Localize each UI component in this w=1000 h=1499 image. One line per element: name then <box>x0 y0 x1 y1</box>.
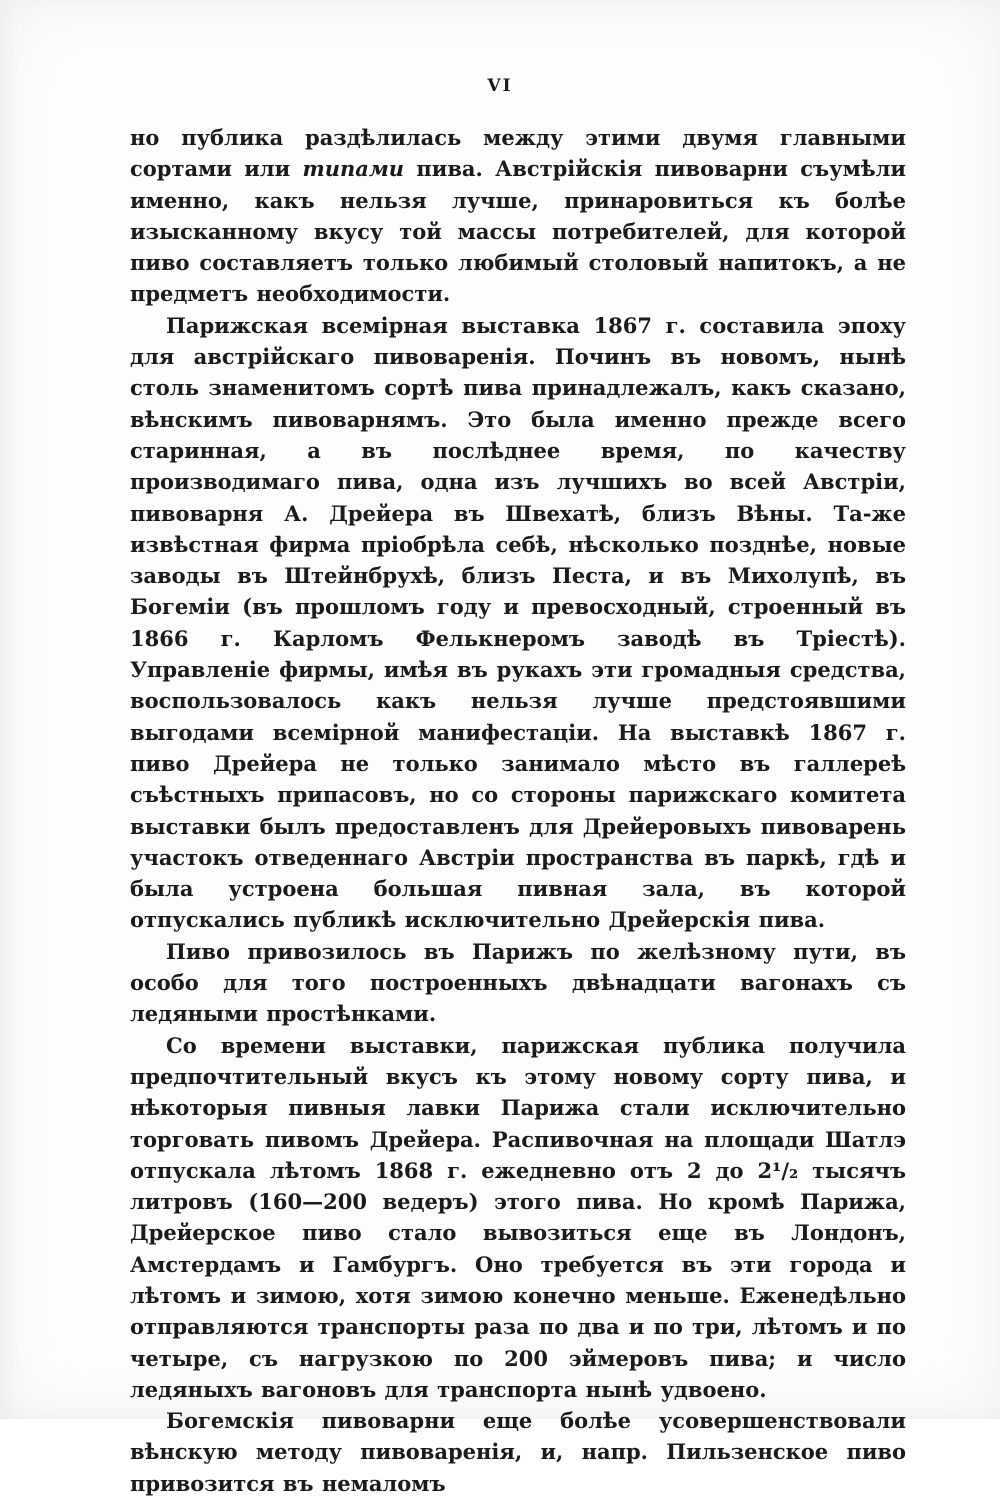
paragraph <box>130 122 906 310</box>
text-segment: Пиво привозилось въ Парижъ по желѣзному пути, въ особо для того построенныхъ двѣнадцати вагонахъ съ ледяными простѣнками. <box>130 938 906 1027</box>
text-block <box>130 122 906 1499</box>
text-segment: Парижская всемірная выставка 1867 г. составила эпоху для австрійскаго пивоваренія. Починъ въ новомъ, нынѣ столь знаменитомъ сортѣ пива принадлежалъ, какъ сказано, вѣнскимъ пивоварнямъ. Это была именно прежде всего старинная, а въ послѣднее время, по качеству производимаго пива, одна изъ лучшихъ во всей Австріи, пивоварня А. Дрейера въ Швехатѣ, близъ Вѣны. Та-же извѣстная фирма пріобрѣла себѣ, нѣсколько позднѣе, новые заводы въ Штейнбрухѣ, близъ Песта, и въ Михолупѣ, въ Богеміи (въ прошломъ году и превосходный, строенный въ 1866 г. Карломъ Фелькнеромъ заводѣ въ Тріестѣ). Управленіе фирмы, имѣя въ рукахъ эти громадныя средства, воспользовалось какъ нельзя лучше предстоявшими выгодами всемірной манифестаціи. На выставкѣ 1867 г. пиво Дрейера не только занимало мѣсто въ галлереѣ съѣстныхъ припасовъ, но со стороны парижскаго комитета выставки былъ предоставленъ для Дрейеровыхъ пивоварень участокъ отведеннаго Австріи пространства въ паркѣ, гдѣ и была устроена большая пивная зала, въ которой отпускались публикѣ исключительно Дрейерскія пива. <box>130 312 906 933</box>
paragraph <box>130 310 906 936</box>
paragraph <box>130 1030 906 1406</box>
page-number: VI <box>487 76 513 96</box>
text-segment: пива. Австрійскія пивоварни съумѣли именно, какъ нельзя лучше, принаровиться къ болѣе изысканному вкусу той массы потребителей, для которой пиво составляетъ только любимый столовый напитокъ, а не предметъ необходимости. <box>130 156 906 307</box>
paragraph <box>130 936 906 1030</box>
text-segment: Богемскія пивоварни еще болѣе усовершенствовали вѣнскую методу пивоваренія, и, напр. Пильзенское пиво привозится въ немаломъ <box>130 1408 906 1496</box>
paragraph <box>130 1405 906 1499</box>
text-segment: но публика раздѣлилась между этими двумя главными сортами или <box>130 125 906 182</box>
text-segment: Со времени выставки, парижская публика получила предпочтительный вкусъ къ этому новому сорту пива, и нѣкоторыя пивныя лавки Парижа стали исключительно торговать пивомъ Дрейера. Распивочная на площади Шатлэ отпускала лѣтомъ 1868 г. ежедневно отъ 2 до 2¹/₂ тысячъ литровъ (160—200 ведеръ) этого пива. Но кромѣ Парижа, Дрейерское пиво стало вывозиться еще въ Лондонъ, Амстердамъ и Гамбургъ. Оно требуется въ эти города и лѣтомъ и зимою, хотя зимою конечно меньше. Еженедѣльно отправляются транспорты раза по два и по три, лѣтомъ и по четыре, съ нагрузкою по 200 эймеровъ пива; и число ледяныхъ вагоновъ для транспорта нынѣ удвоено. <box>130 1032 906 1402</box>
text-segment-italic: типами <box>302 156 405 182</box>
